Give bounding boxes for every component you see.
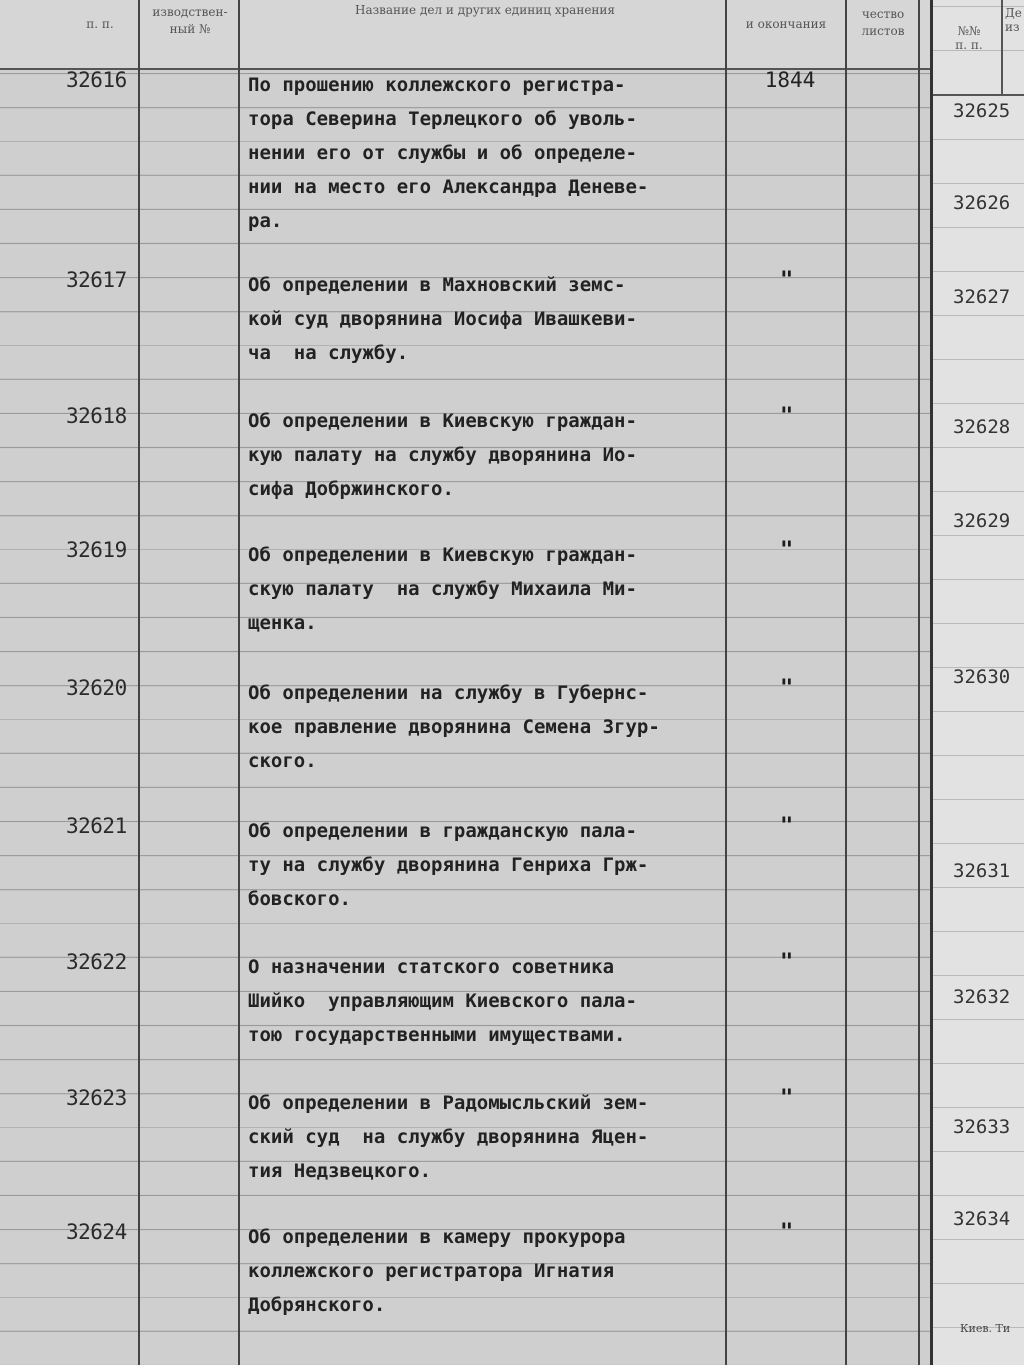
entry-date: " xyxy=(780,950,794,975)
entry-number: 32623 xyxy=(66,1086,127,1110)
column-divider xyxy=(138,0,140,1365)
entry-title: Об определении в гражданскую пала- ту на службу дворянина Генриха Грж- бовского. xyxy=(248,820,649,910)
entry-date: " xyxy=(780,268,794,293)
right-page xyxy=(930,0,1024,1365)
column-divider xyxy=(918,0,920,1365)
right-entry-number: 32634 xyxy=(953,1208,1011,1230)
header-col-sheets: чество листов xyxy=(861,7,905,38)
entry-number: 32624 xyxy=(66,1220,127,1244)
right-entry-number: 32628 xyxy=(953,416,1011,438)
header-rule xyxy=(933,94,1024,96)
header-col-title: Название дел и других единиц хранения xyxy=(354,3,615,17)
header-col-number: п. п. xyxy=(86,17,114,31)
entry-number: 32617 xyxy=(66,268,127,292)
entry-date: " xyxy=(780,1086,794,1111)
right-entry-number: 32633 xyxy=(953,1116,1011,1138)
entry-number: 32619 xyxy=(66,538,127,562)
entry-title: Об определении в Махновский земс- кой суд дворянина Иосифа Ивашкеви- ча на службу. xyxy=(248,274,637,364)
entry-number: 32620 xyxy=(66,676,127,700)
entry-title: Об определении в Киевскую граждан- кую палату на службу дворянина Ио- сифа Добржинского. xyxy=(248,410,637,500)
right-entry-number: 32627 xyxy=(953,286,1011,308)
entry-title: Об определении в Радомысльский зем- ский суд на службу дворянина Яцен- тия Недзвецкого. xyxy=(248,1092,649,1182)
header-col-dates: и окончания xyxy=(745,17,827,31)
entry-number: 32616 xyxy=(66,68,127,92)
entry-title: Об определении на службу в Губернс- кое правление дворянина Семена Згур- ского. xyxy=(248,682,660,772)
entry-date: " xyxy=(780,1220,794,1245)
right-entry-number: 32630 xyxy=(953,666,1011,688)
entry-title: Об определении в Киевскую граждан- скую палату на службу Михаила Ми- щенка. xyxy=(248,544,637,634)
entry-number: 32622 xyxy=(66,950,127,974)
right-entry-number: 32629 xyxy=(953,510,1011,532)
entry-date: 1844 xyxy=(764,68,816,92)
entry-number: 32621 xyxy=(66,814,127,838)
entry-date: " xyxy=(780,814,794,839)
entry-title: По прошению коллежского регистра- тора Северина Терлецкого об уволь- нении его от службы и об определе- нии на место его Александра Деневе- ра. xyxy=(248,74,649,232)
right-header-number: №№ п. п. xyxy=(955,24,983,52)
column-divider xyxy=(1001,0,1003,96)
entry-date: " xyxy=(780,538,794,563)
entry-title: Об определении в камеру прокурора коллежского регистратора Игнатия Добрянского. xyxy=(248,1226,626,1316)
entry-title: О назначении статского советника Шийко управляющим Киевского пала- тою государственными имуществами. xyxy=(248,956,637,1046)
right-entry-number: 32632 xyxy=(953,986,1011,1008)
right-entry-number: 32626 xyxy=(953,192,1011,214)
right-entry-number: 32631 xyxy=(953,860,1011,882)
entry-number: 32618 xyxy=(66,404,127,428)
column-divider xyxy=(845,0,847,1365)
right-entry-number: 32625 xyxy=(953,100,1011,122)
header-col-production: изводствен- ный № xyxy=(152,5,228,36)
printer-imprint: Киев. Ти xyxy=(960,1322,1011,1335)
entry-date: " xyxy=(780,404,794,429)
column-divider xyxy=(238,0,240,1365)
right-header-next: Де из xyxy=(1005,6,1022,34)
entry-date: " xyxy=(780,676,794,701)
